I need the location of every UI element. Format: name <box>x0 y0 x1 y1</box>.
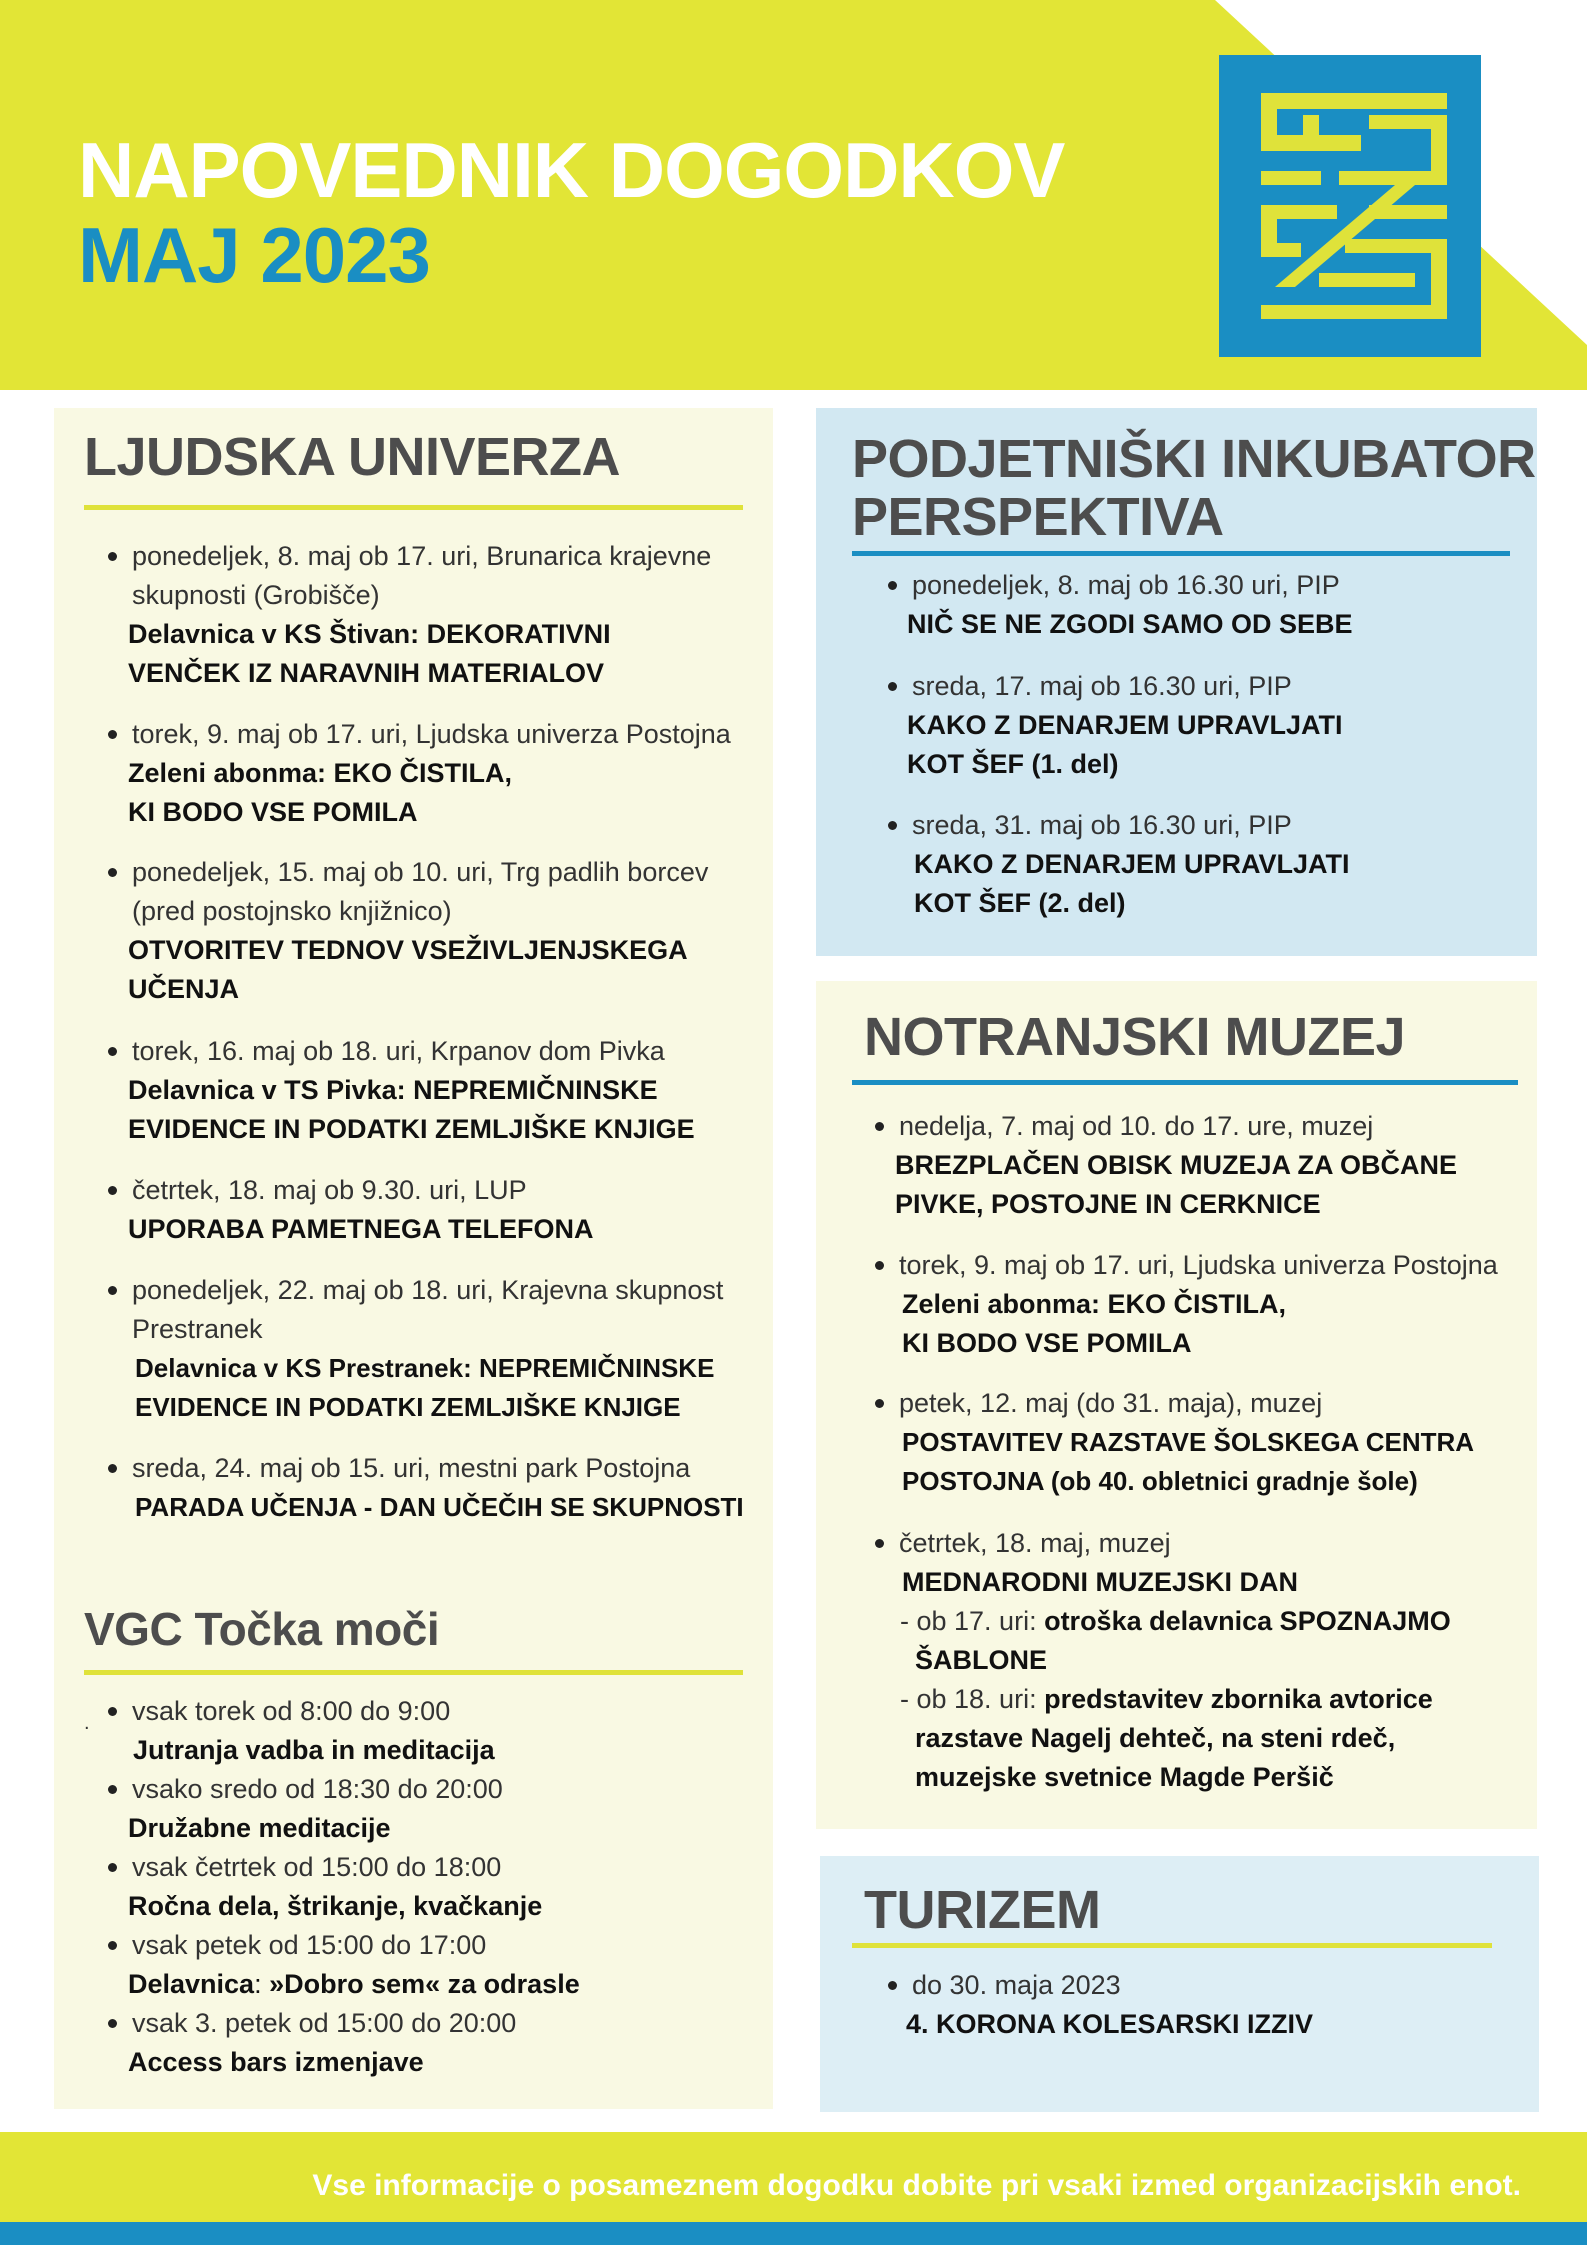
event-title: Delavnica: »Dobro sem« za odrasle <box>128 1969 580 1999</box>
event-when: vsak 3. petek od 15:00 do 20:00 <box>108 2004 768 2043</box>
zzz-maze-logo-icon <box>1219 55 1481 357</box>
event-title: OTVORITEV TEDNOV VSEŽIVLJENJSKEGA UČENJA <box>128 935 688 1004</box>
muzej-heading: NOTRANJSKI MUZEJ <box>864 1007 1406 1067</box>
event-item <box>108 1848 768 1926</box>
event-item <box>875 1384 1535 1501</box>
event-item <box>108 1926 768 2004</box>
event-title: Družabne meditacije <box>128 1813 391 1843</box>
event-title: KAKO Z DENARJEM UPRAVLJATI KOT ŠEF (1. del) <box>907 710 1343 779</box>
event-item <box>108 853 768 1009</box>
event-when: četrtek, 18. maj ob 9.30. uri, LUP <box>108 1171 768 1210</box>
event-title: NIČ SE NE ZGODI SAMO OD SEBE <box>907 609 1353 639</box>
event-title: Delavnica v KS Prestranek: NEPREMIČNINSKE EVIDENCE IN PODATKI ZEMLJIŠKE KNJIGE <box>135 1353 715 1422</box>
event-item <box>108 1692 768 1770</box>
event-title: POSTAVITEV RAZSTAVE ŠOLSKEGA CENTRA POSTOJNA (ob 40. obletnici gradnje šole) <box>902 1427 1475 1496</box>
event-when: ponedeljek, 8. maj ob 16.30 uri, PIP <box>888 566 1528 605</box>
event-title: PARADA UČENJA - DAN UČEČIH SE SKUPNOSTI <box>135 1492 744 1522</box>
event-subitem: - ob 17. uri: otroška delavnica SPOZNAJMO ŠABLONE <box>900 1606 1451 1675</box>
event-when: sreda, 17. maj ob 16.30 uri, PIP <box>888 667 1528 706</box>
page-subtitle-month: MAJ 2023 <box>78 211 430 299</box>
event-when: torek, 16. maj ob 18. uri, Krpanov dom Pivka <box>108 1032 768 1071</box>
event-title: KAKO Z DENARJEM UPRAVLJATI KOT ŠEF (2. del) <box>914 849 1350 918</box>
event-when: petek, 12. maj (do 31. maja), muzej <box>875 1384 1535 1423</box>
event-item <box>108 1770 768 1848</box>
ljudska-univerza-rule <box>84 505 743 510</box>
turizem-rule <box>852 1943 1492 1948</box>
event-title: Zeleni abonma: EKO ČISTILA, KI BODO VSE POMILA <box>902 1289 1287 1358</box>
event-when: četrtek, 18. maj, muzej <box>875 1524 1535 1563</box>
event-when: torek, 9. maj ob 17. uri, Ljudska univerza Postojna <box>108 715 768 754</box>
event-title: UPORABA PAMETNEGA TELEFONA <box>128 1214 594 1244</box>
event-title: Delavnica v TS Pivka: NEPREMIČNINSKE EVIDENCE IN PODATKI ZEMLJIŠKE KNJIGE <box>128 1075 695 1144</box>
event-title: BREZPLAČEN OBISK MUZEJA ZA OBČANE PIVKE, POSTOJNE IN CERKNICE <box>895 1150 1458 1219</box>
muzej-rule <box>852 1080 1518 1085</box>
event-title: Delavnica v KS Štivan: DEKORATIVNI VENČEK IZ NARAVNIH MATERIALOV <box>128 619 611 688</box>
event-title: MEDNARODNI MUZEJSKI DAN <box>902 1567 1299 1597</box>
event-item <box>108 537 768 693</box>
event-when: vsako sredo od 18:30 do 20:00 <box>108 1770 768 1809</box>
event-title: Zeleni abonma: EKO ČISTILA, KI BODO VSE POMILA <box>128 758 513 827</box>
inkubator-heading: PODJETNIŠKI INKUBATOR PERSPEKTIVA <box>852 429 1536 547</box>
event-when: torek, 9. maj ob 17. uri, Ljudska univerza Postojna <box>875 1246 1535 1285</box>
event-item <box>108 1032 768 1149</box>
event-when: ponedeljek, 15. maj ob 10. uri, Trg padlih borcev (pred postojnsko knjižnico) <box>108 853 768 931</box>
event-title: 4. KORONA KOLESARSKI IZZIV <box>906 2009 1314 2039</box>
page-title: NAPOVEDNIK DOGODKOV <box>78 126 1065 214</box>
footer-stripe <box>0 2222 1587 2245</box>
event-when: vsak petek od 15:00 do 17:00 <box>108 1926 768 1965</box>
event-title: Jutranja vadba in meditacija <box>133 1735 495 1765</box>
event-item <box>108 1271 768 1427</box>
event-item <box>888 667 1528 784</box>
event-when: nedelja, 7. maj od 10. do 17. ure, muzej <box>875 1107 1535 1146</box>
vgc-rule <box>84 1670 743 1675</box>
event-item <box>875 1246 1535 1363</box>
event-item <box>108 2004 768 2082</box>
vgc-heading: VGC Točka moči <box>84 1603 440 1655</box>
event-subitem: - ob 18. uri: predstavitev zbornika avtorice razstave Nagelj dehteč, na steni rdeč, muzejske svetnice Magde Peršič <box>900 1684 1433 1792</box>
event-when: sreda, 31. maj ob 16.30 uri, PIP <box>888 806 1528 845</box>
turizem-heading: TURIZEM <box>864 1880 1101 1940</box>
event-item <box>875 1524 1535 1797</box>
ljudska-univerza-heading: LJUDSKA UNIVERZA <box>84 427 621 487</box>
inkubator-rule <box>852 551 1510 556</box>
footer-note: Vse informacije o posameznem dogodku dobite pri vsaki izmed organizacijskih enot. <box>312 2169 1521 2202</box>
event-item <box>888 566 1528 644</box>
event-when: do 30. maja 2023 <box>888 1966 1508 2005</box>
event-when: ponedeljek, 8. maj ob 17. uri, Brunarica krajevne skupnosti (Grobišče) <box>108 537 768 615</box>
event-item <box>875 1107 1535 1224</box>
event-item <box>888 1966 1508 2044</box>
event-item <box>108 1449 773 1527</box>
event-item <box>888 806 1528 923</box>
event-item <box>108 1171 768 1249</box>
event-title: Access bars izmenjave <box>128 2047 424 2077</box>
event-when: vsak četrtek od 15:00 do 18:00 <box>108 1848 768 1887</box>
stray-dot: . <box>84 1712 90 1734</box>
event-when: sreda, 24. maj ob 15. uri, mestni park Postojna <box>108 1449 773 1488</box>
event-when: ponedeljek, 22. maj ob 18. uri, Krajevna skupnost Prestranek <box>108 1271 768 1349</box>
event-item <box>108 715 768 832</box>
event-title: Ročna dela, štrikanje, kvačkanje <box>128 1891 543 1921</box>
event-when: vsak torek od 8:00 do 9:00 <box>108 1692 768 1731</box>
